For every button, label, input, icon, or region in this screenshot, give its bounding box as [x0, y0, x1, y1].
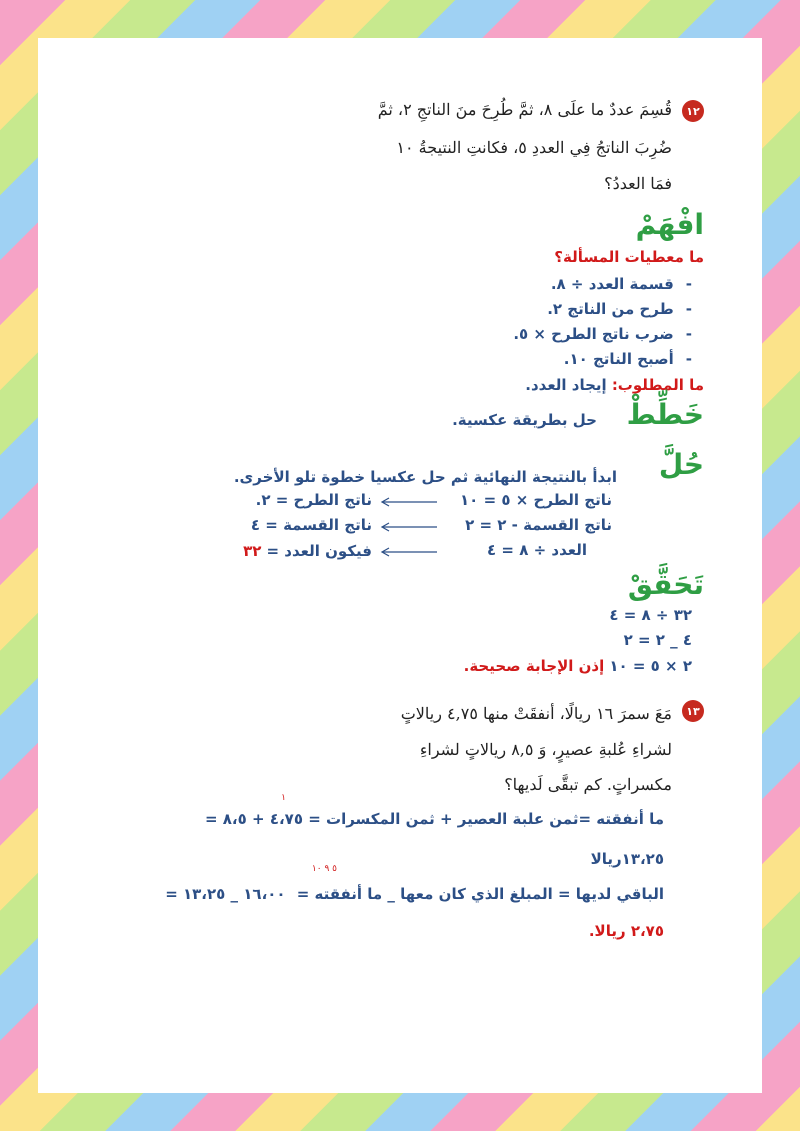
check-line: ٤ _ ٢ = ٢: [623, 631, 692, 649]
plan-heading: خَطِّطْ: [626, 398, 704, 431]
plan-text: حل بطريقة عكسية.: [452, 411, 597, 429]
carry-mark: ١: [281, 793, 286, 803]
solve-final-line: [243, 541, 372, 560]
q12-line-2: ضُرِبَ الناتجُ فِي العددِ ٥، فكانتِ النتيجةُ ١٠: [396, 138, 672, 157]
borrow-marks: ٥ ٩ ١٠: [311, 864, 337, 874]
question-12-badge: ١٢: [682, 100, 704, 122]
check-conclusion: إذن الإجابة صحيحة.: [463, 657, 605, 675]
given-item: -قسمة العدد ÷ ٨.: [550, 275, 692, 293]
solve-intro: ابدأ بالنتيجة النهائية ثم حل عكسيا خطوة تلو الأخرى.: [233, 468, 617, 486]
remain-label: الباقي لديها = المبلغ الذي كان معها _ ما أنفقته =: [296, 885, 664, 903]
q12-line-3: فمَا العددُ؟: [604, 174, 672, 193]
spent-result: ١٣،٢٥ريالا: [590, 850, 664, 868]
q12-line-1: قُسِمَ عددٌ ما علَى ٨، ثمَّ طُرِحَ منَ الناتجِ ٢، ثمَّ: [377, 100, 672, 119]
q13-line-2: لشراءِ عُلبةِ عصيرٍ، وَ ٨,٥ ريالاتٍ لشراءِ: [419, 740, 672, 759]
remain-calc: ١٦،٠٠ _ ١٣،٢٥ =: [165, 885, 286, 903]
solve-answer: ٣٢: [243, 542, 262, 560]
solve-step-right: ناتج الطرح = ٢.: [255, 491, 372, 509]
solve-step-left: ناتج القسمة - ٢ = ٢: [465, 516, 612, 534]
solve-step-right: ناتج القسمة = ٤: [250, 516, 372, 534]
given-item: -أصبح الناتج ١٠.: [563, 350, 692, 368]
final-answer: ٢،٧٥ ريالا.: [588, 922, 664, 940]
required-label: ما المطلوب:: [611, 376, 704, 394]
given-item: -ضرب ناتج الطرح × ٥.: [513, 325, 692, 343]
question-13-badge: ١٣: [682, 700, 704, 722]
worksheet-page: [38, 38, 762, 1093]
q13-line-1: مَعَ سمرَ ١٦ ريالًا، أنفقَتْ منها ٤,٧٥ ريالاتٍ: [400, 704, 672, 723]
left-arrow-icon: [379, 547, 437, 557]
given-item: -طرح من الناتج ٢.: [547, 300, 692, 318]
solve-step-left: العدد ÷ ٨ = ٤: [487, 541, 587, 559]
solve-step-left: ناتج الطرح × ٥ = ١٠: [460, 491, 612, 509]
givens-title: ما معطيات المسألة؟: [554, 248, 704, 266]
q13-line-3: مكسراتٍ. كم تبقَّى لَديها؟: [504, 775, 672, 794]
remain-line: [165, 884, 664, 903]
understand-heading: افْهَمْ: [635, 208, 704, 241]
check-line: ٣٢ ÷ ٨ = ٤: [609, 606, 692, 624]
check-heading: تَحَقَّقْ: [627, 568, 704, 601]
left-arrow-icon: [379, 497, 437, 507]
required-text: إيجاد العدد.: [525, 376, 607, 394]
check-last-line: [464, 656, 692, 675]
check-last-eq: ٢ × ٥ = ١٠: [609, 657, 692, 675]
left-arrow-icon: [379, 522, 437, 532]
spent-line: ما أنفقته =ثمن علبة العصير + ثمن المكسرات = ٤،٧٥ + ٨،٥ =: [204, 810, 664, 828]
required-line: [525, 375, 704, 394]
solve-final-label: فيكون العدد =: [266, 542, 372, 560]
solve-heading: حُلَّ: [658, 448, 704, 481]
